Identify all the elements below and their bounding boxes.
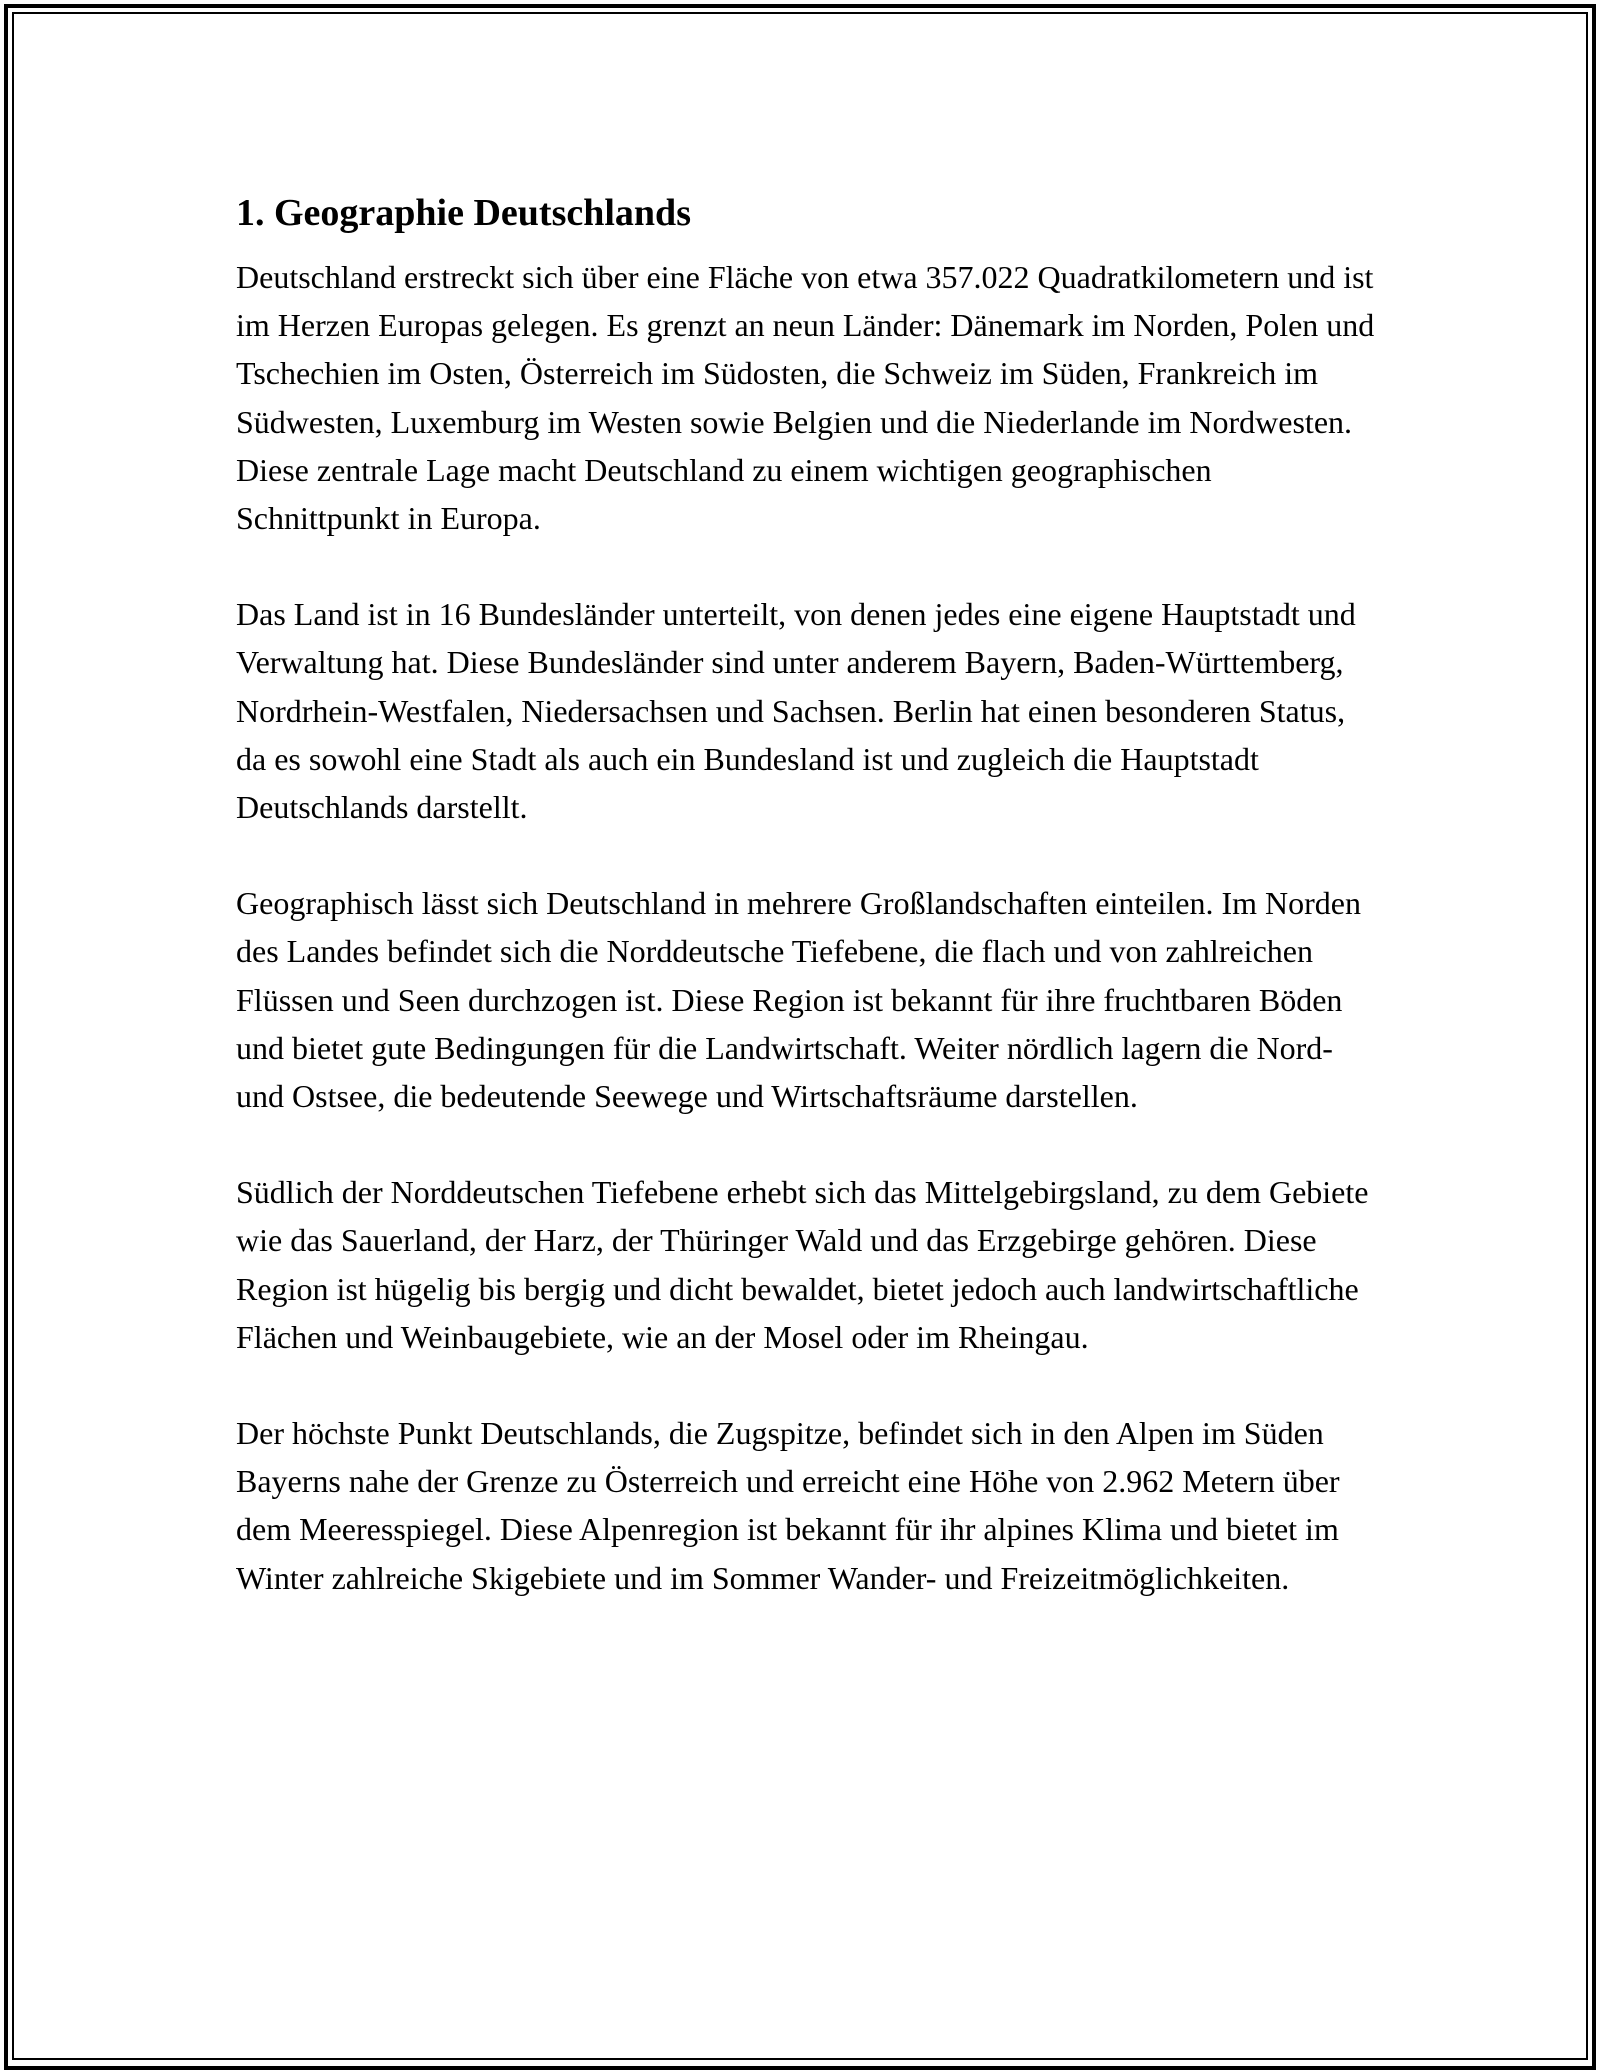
paragraph-location: Deutschland erstreckt sich über eine Fläche von etwa 357.022 Quadratkilometern und ist im Herzen Europas gelegen. Es grenzt an neun Länder: Dänemark im Norden, Polen und Tschechien im Osten, Österreich im Südosten, die Schweiz im Süden, Frankreich im Südwesten, Luxemburg im Westen sowie Belgien und die Niederlande im Nordwesten. Diese zentrale Lage macht Deutschland zu einem wichtigen geographischen Schnittpunkt in Europa. <box>236 259 1375 537</box>
paragraph-federal-states: Das Land ist in 16 Bundesländer unterteilt, von denen jedes eine eigene Hauptstadt und Verwaltung hat. Diese Bundesländer sind unter anderem Bayern, Baden-Württemberg, Nordrhein-Westfalen, Niedersachsen und Sachsen. Berlin hat einen besonderen Status, da es sowohl eine Stadt als auch ein Bundesland ist und zugleich die Hauptstadt Deutschlands darstellt. <box>236 596 1356 826</box>
paragraph-central-uplands: Südlich der Norddeutschen Tiefebene erhebt sich das Mittelgebirgsland, zu dem Gebiete wie das Sauerland, der Harz, der Thüringer Wald und das Erzgebirge gehören. Diese Region ist hügelig bis bergig und dicht bewaldet, bietet jedoch auch landwirtschaftliche Flächen und Weinbaugebiete, wie an der Mosel oder im Rheingau. <box>236 1174 1369 1355</box>
section-heading: 1. Geographie Deutschlands <box>236 192 691 234</box>
paragraph-alps: Der höchste Punkt Deutschlands, die Zugspitze, befindet sich in den Alpen im Süden Bayerns nahe der Grenze zu Österreich und erreicht eine Höhe von 2.962 Metern über dem Meeresspiegel. Diese Alpenregion ist bekannt für ihr alpines Klima und bietet im Winter zahlreiche Skigebiete und im Sommer Wander- und Freizeitmöglichkeiten. <box>236 1415 1340 1596</box>
document-body <box>236 185 1376 1650</box>
paragraph-north-lowlands: Geographisch lässt sich Deutschland in mehrere Großlandschaften einteilen. Im Norden des Landes befindet sich die Norddeutsche Tiefebene, die flach und von zahlreichen Flüssen und Seen durchzogen ist. Diese Region ist bekannt für ihre fruchtbaren Böden und bietet gute Bedingungen für die Landwirtschaft. Weiter nördlich lagern die Nord- und Ostsee, die bedeutende Seewege und Wirtschaftsräume darstellen. <box>236 885 1361 1115</box>
